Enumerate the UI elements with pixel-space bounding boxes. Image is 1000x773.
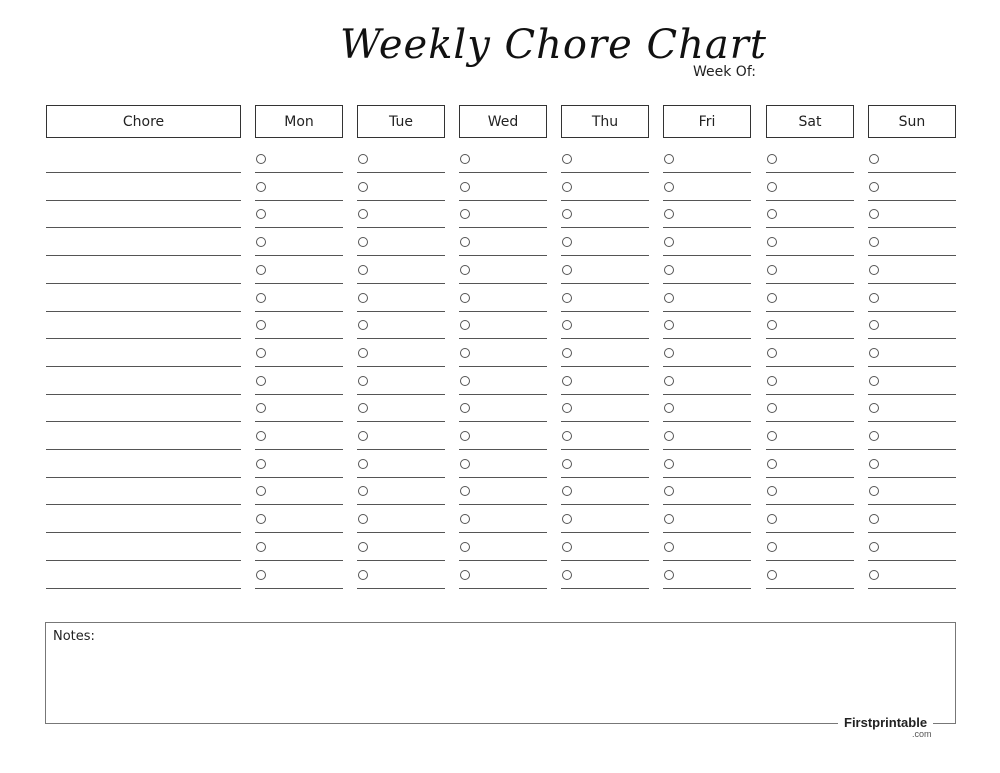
day-line — [561, 200, 649, 201]
day-line — [766, 255, 854, 256]
checkbox-circle[interactable] — [767, 320, 777, 330]
notes-label: Notes: — [53, 629, 95, 644]
day-line — [663, 560, 751, 561]
brand-logo: Firstprintable — [838, 715, 933, 730]
checkbox-circle[interactable] — [562, 265, 572, 275]
day-line — [663, 172, 751, 173]
day-line — [561, 449, 649, 450]
day-line — [868, 560, 956, 561]
day-line — [357, 477, 445, 478]
checkbox-circle[interactable] — [562, 570, 572, 580]
day-line — [357, 394, 445, 395]
day-line — [255, 449, 343, 450]
day-line — [868, 311, 956, 312]
checkbox-circle[interactable] — [358, 486, 368, 496]
day-line — [255, 200, 343, 201]
day-line — [561, 504, 649, 505]
day-line — [868, 588, 956, 589]
checkbox-circle[interactable] — [460, 514, 470, 524]
chore-line[interactable] — [46, 449, 241, 450]
day-line — [663, 311, 751, 312]
day-line — [561, 477, 649, 478]
chore-line[interactable] — [46, 172, 241, 173]
checkbox-circle[interactable] — [358, 403, 368, 413]
checkbox-circle[interactable] — [358, 514, 368, 524]
day-line — [868, 172, 956, 173]
day-line — [459, 283, 547, 284]
checkbox-circle[interactable] — [767, 182, 777, 192]
checkbox-circle[interactable] — [358, 265, 368, 275]
checkbox-circle[interactable] — [562, 209, 572, 219]
day-line — [561, 532, 649, 533]
checkbox-circle[interactable] — [767, 431, 777, 441]
day-line — [868, 394, 956, 395]
checkbox-circle[interactable] — [767, 514, 777, 524]
day-line — [357, 172, 445, 173]
day-line — [766, 394, 854, 395]
day-line — [561, 311, 649, 312]
checkbox-circle[interactable] — [767, 265, 777, 275]
day-line — [459, 200, 547, 201]
chore-line[interactable] — [46, 477, 241, 478]
day-line — [766, 588, 854, 589]
checkbox-circle[interactable] — [256, 237, 266, 247]
day-line — [255, 366, 343, 367]
checkbox-circle[interactable] — [562, 237, 572, 247]
day-line — [459, 588, 547, 589]
day-line — [255, 283, 343, 284]
checkbox-circle[interactable] — [256, 486, 266, 496]
day-line — [561, 172, 649, 173]
checkbox-circle[interactable] — [256, 293, 266, 303]
checkbox-circle[interactable] — [869, 570, 879, 580]
checkbox-circle[interactable] — [358, 348, 368, 358]
day-line — [766, 200, 854, 201]
checkbox-circle[interactable] — [664, 348, 674, 358]
day-line — [459, 449, 547, 450]
day-line — [459, 421, 547, 422]
checkbox-circle[interactable] — [664, 154, 674, 164]
day-header-wed: Wed — [459, 105, 547, 138]
checkbox-circle[interactable] — [869, 348, 879, 358]
day-line — [255, 255, 343, 256]
checkbox-circle[interactable] — [869, 320, 879, 330]
day-line — [459, 504, 547, 505]
day-line — [255, 394, 343, 395]
day-line — [357, 421, 445, 422]
checkbox-circle[interactable] — [562, 348, 572, 358]
day-line — [357, 366, 445, 367]
day-line — [459, 366, 547, 367]
day-line — [766, 449, 854, 450]
checkbox-circle[interactable] — [664, 182, 674, 192]
day-line — [459, 227, 547, 228]
day-line — [357, 449, 445, 450]
checkbox-circle[interactable] — [358, 293, 368, 303]
checkbox-circle[interactable] — [562, 542, 572, 552]
checkbox-circle[interactable] — [460, 209, 470, 219]
checkbox-circle[interactable] — [767, 542, 777, 552]
day-line — [663, 255, 751, 256]
day-line — [357, 255, 445, 256]
checkbox-circle[interactable] — [767, 293, 777, 303]
day-line — [766, 504, 854, 505]
checkbox-circle[interactable] — [869, 542, 879, 552]
checkbox-circle[interactable] — [460, 542, 470, 552]
checkbox-circle[interactable] — [562, 459, 572, 469]
chore-line[interactable] — [46, 311, 241, 312]
day-line — [766, 283, 854, 284]
checkbox-circle[interactable] — [256, 209, 266, 219]
checkbox-circle[interactable] — [664, 403, 674, 413]
day-line — [357, 504, 445, 505]
checkbox-circle[interactable] — [767, 154, 777, 164]
day-header-sun: Sun — [868, 105, 956, 138]
checkbox-circle[interactable] — [869, 265, 879, 275]
day-line — [459, 560, 547, 561]
chore-line[interactable] — [46, 394, 241, 395]
checkbox-circle[interactable] — [664, 237, 674, 247]
day-line — [663, 283, 751, 284]
day-line — [766, 227, 854, 228]
chore-line[interactable] — [46, 588, 241, 589]
day-line — [766, 172, 854, 173]
checkbox-circle[interactable] — [664, 265, 674, 275]
day-line — [357, 338, 445, 339]
day-line — [459, 338, 547, 339]
checkbox-circle[interactable] — [869, 237, 879, 247]
day-line — [868, 421, 956, 422]
day-line — [663, 366, 751, 367]
day-line — [766, 532, 854, 533]
checkbox-circle[interactable] — [664, 486, 674, 496]
day-line — [663, 532, 751, 533]
checkbox-circle[interactable] — [664, 542, 674, 552]
day-line — [766, 477, 854, 478]
day-line — [357, 200, 445, 201]
checkbox-circle[interactable] — [460, 403, 470, 413]
chore-line[interactable] — [46, 532, 241, 533]
checkbox-circle[interactable] — [358, 459, 368, 469]
day-line — [255, 504, 343, 505]
checkbox-circle[interactable] — [562, 403, 572, 413]
day-line — [868, 504, 956, 505]
day-line — [663, 338, 751, 339]
chore-line[interactable] — [46, 227, 241, 228]
day-line — [255, 560, 343, 561]
checkbox-circle[interactable] — [256, 348, 266, 358]
day-line — [663, 421, 751, 422]
checkbox-circle[interactable] — [562, 431, 572, 441]
checkbox-circle[interactable] — [869, 182, 879, 192]
day-line — [255, 311, 343, 312]
day-line — [459, 532, 547, 533]
checkbox-circle[interactable] — [358, 431, 368, 441]
day-line — [255, 227, 343, 228]
checkbox-circle[interactable] — [256, 320, 266, 330]
checkbox-circle[interactable] — [256, 265, 266, 275]
day-line — [868, 338, 956, 339]
day-line — [255, 532, 343, 533]
checkbox-circle[interactable] — [869, 209, 879, 219]
checkbox-circle[interactable] — [256, 154, 266, 164]
day-line — [868, 255, 956, 256]
checkbox-circle[interactable] — [256, 542, 266, 552]
day-line — [663, 227, 751, 228]
day-line — [766, 366, 854, 367]
day-line — [663, 394, 751, 395]
day-line — [868, 449, 956, 450]
day-line — [561, 560, 649, 561]
day-line — [561, 421, 649, 422]
day-header-mon: Mon — [255, 105, 343, 138]
day-line — [868, 532, 956, 533]
day-line — [663, 200, 751, 201]
checkbox-circle[interactable] — [256, 570, 266, 580]
checkbox-circle[interactable] — [767, 348, 777, 358]
checkbox-circle[interactable] — [664, 570, 674, 580]
day-line — [766, 421, 854, 422]
day-header-sat: Sat — [766, 105, 854, 138]
checkbox-circle[interactable] — [869, 431, 879, 441]
chore-line[interactable] — [46, 255, 241, 256]
checkbox-circle[interactable] — [460, 376, 470, 386]
chore-line[interactable] — [46, 421, 241, 422]
day-line — [868, 477, 956, 478]
checkbox-circle[interactable] — [664, 431, 674, 441]
checkbox-circle[interactable] — [358, 320, 368, 330]
checkbox-circle[interactable] — [460, 237, 470, 247]
day-line — [357, 532, 445, 533]
day-line — [357, 588, 445, 589]
day-line — [663, 477, 751, 478]
chore-line[interactable] — [46, 560, 241, 561]
checkbox-circle[interactable] — [664, 320, 674, 330]
day-line — [459, 255, 547, 256]
day-line — [663, 504, 751, 505]
day-header-fri: Fri — [663, 105, 751, 138]
checkbox-circle[interactable] — [767, 237, 777, 247]
day-line — [357, 283, 445, 284]
checkbox-circle[interactable] — [767, 209, 777, 219]
checkbox-circle[interactable] — [460, 265, 470, 275]
checkbox-circle[interactable] — [460, 486, 470, 496]
chore-header: Chore — [46, 105, 241, 138]
page-title: Weekly Chore Chart — [340, 22, 767, 68]
day-line — [868, 200, 956, 201]
checkbox-circle[interactable] — [767, 459, 777, 469]
chore-line[interactable] — [46, 504, 241, 505]
day-line — [255, 172, 343, 173]
checkbox-circle[interactable] — [460, 320, 470, 330]
checkbox-circle[interactable] — [664, 293, 674, 303]
checkbox-circle[interactable] — [460, 348, 470, 358]
checkbox-circle[interactable] — [460, 431, 470, 441]
day-line — [255, 421, 343, 422]
chore-line[interactable] — [46, 200, 241, 201]
brand-suffix: .com — [912, 729, 932, 739]
checkbox-circle[interactable] — [562, 514, 572, 524]
checkbox-circle[interactable] — [460, 154, 470, 164]
checkbox-circle[interactable] — [358, 182, 368, 192]
checkbox-circle[interactable] — [256, 403, 266, 413]
checkbox-circle[interactable] — [256, 431, 266, 441]
checkbox-circle[interactable] — [256, 459, 266, 469]
checkbox-circle[interactable] — [358, 209, 368, 219]
checkbox-circle[interactable] — [256, 182, 266, 192]
checkbox-circle[interactable] — [767, 376, 777, 386]
checkbox-circle[interactable] — [358, 237, 368, 247]
checkbox-circle[interactable] — [562, 293, 572, 303]
day-line — [255, 588, 343, 589]
checkbox-circle[interactable] — [562, 486, 572, 496]
checkbox-circle[interactable] — [664, 376, 674, 386]
day-line — [766, 560, 854, 561]
day-line — [766, 338, 854, 339]
day-header-tue: Tue — [357, 105, 445, 138]
day-line — [255, 338, 343, 339]
checkbox-circle[interactable] — [664, 514, 674, 524]
day-line — [561, 394, 649, 395]
day-line — [868, 283, 956, 284]
checkbox-circle[interactable] — [664, 209, 674, 219]
checkbox-circle[interactable] — [358, 154, 368, 164]
day-line — [561, 588, 649, 589]
day-line — [868, 366, 956, 367]
day-line — [561, 283, 649, 284]
day-line — [459, 394, 547, 395]
day-line — [459, 172, 547, 173]
checkbox-circle[interactable] — [869, 486, 879, 496]
checkbox-circle[interactable] — [562, 376, 572, 386]
checkbox-circle[interactable] — [358, 376, 368, 386]
checkbox-circle[interactable] — [869, 293, 879, 303]
checkbox-circle[interactable] — [460, 182, 470, 192]
checkbox-circle[interactable] — [869, 403, 879, 413]
day-line — [357, 311, 445, 312]
checkbox-circle[interactable] — [767, 403, 777, 413]
checkbox-circle[interactable] — [562, 182, 572, 192]
checkbox-circle[interactable] — [256, 376, 266, 386]
checkbox-circle[interactable] — [767, 486, 777, 496]
day-line — [357, 560, 445, 561]
checkbox-circle[interactable] — [767, 570, 777, 580]
day-line — [459, 311, 547, 312]
checkbox-circle[interactable] — [869, 514, 879, 524]
day-line — [663, 588, 751, 589]
chore-line[interactable] — [46, 338, 241, 339]
day-line — [766, 311, 854, 312]
checkbox-circle[interactable] — [256, 514, 266, 524]
day-line — [561, 338, 649, 339]
chore-line[interactable] — [46, 366, 241, 367]
checkbox-circle[interactable] — [869, 459, 879, 469]
chore-line[interactable] — [46, 283, 241, 284]
day-line — [561, 227, 649, 228]
day-line — [357, 227, 445, 228]
day-line — [459, 477, 547, 478]
day-line — [868, 227, 956, 228]
checkbox-circle[interactable] — [358, 542, 368, 552]
checkbox-circle[interactable] — [562, 154, 572, 164]
checkbox-circle[interactable] — [460, 459, 470, 469]
day-line — [561, 255, 649, 256]
checkbox-circle[interactable] — [460, 570, 470, 580]
day-line — [663, 449, 751, 450]
day-line — [255, 477, 343, 478]
checkbox-circle[interactable] — [358, 570, 368, 580]
day-header-thu: Thu — [561, 105, 649, 138]
week-of-label: Week Of: — [693, 64, 756, 80]
day-line — [561, 366, 649, 367]
checkbox-circle[interactable] — [460, 293, 470, 303]
notes-box[interactable] — [45, 622, 956, 724]
checkbox-circle[interactable] — [869, 376, 879, 386]
checkbox-circle[interactable] — [869, 154, 879, 164]
checkbox-circle[interactable] — [664, 459, 674, 469]
checkbox-circle[interactable] — [562, 320, 572, 330]
